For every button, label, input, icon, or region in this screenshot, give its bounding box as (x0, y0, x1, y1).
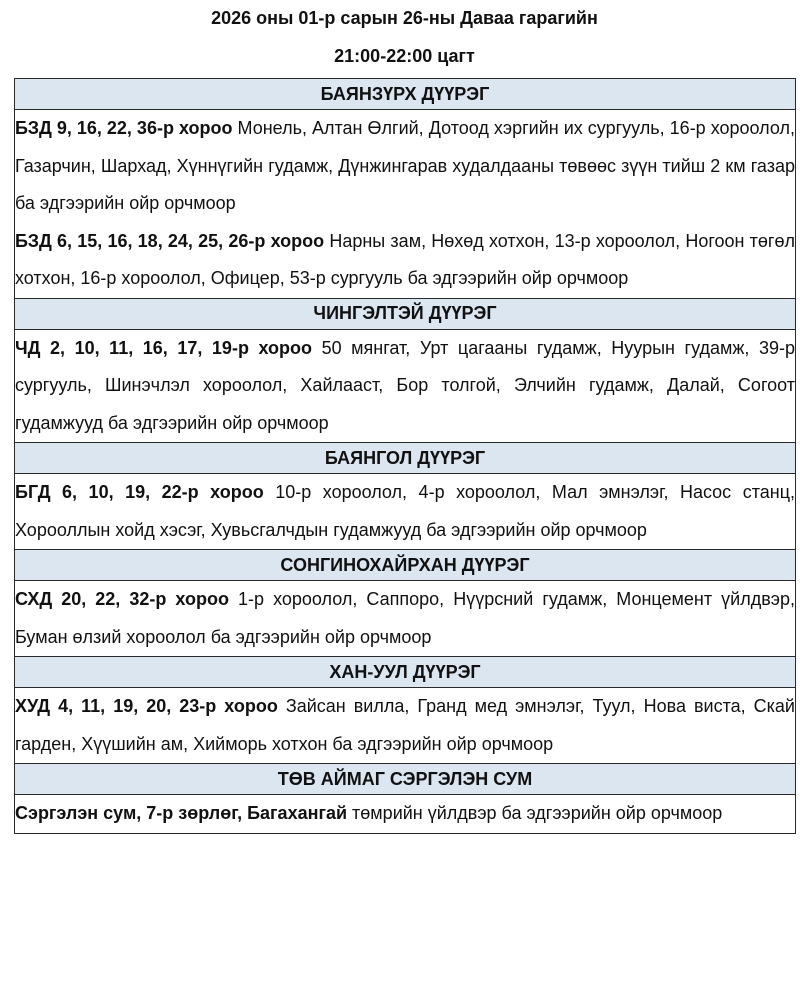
district-areas (15, 329, 796, 443)
district-body-row (15, 329, 796, 443)
district-body-row (15, 474, 796, 550)
area-description: 10-р хороолол, 4-р хороолол, Мал эмнэлэг, Насос станц, Хорооллын хойд хэсэг, Хувьсгалчдын гудамжууд ба эдгээрийн ойр орчмоор (15, 482, 796, 540)
khoroo-list: ЧД 2, 10, 11, 16, 17, 19-р хороо (15, 337, 313, 358)
khoroo-list: Сэргэлэн сум, 7-р зөрлөг, Багахангай (15, 803, 348, 823)
district-header: БАЯНГОЛ ДҮҮРЭГ (15, 443, 796, 474)
area-entry (15, 110, 795, 223)
district-header: СОНГИНОХАЙРХАН ДҮҮРЭГ (15, 550, 796, 581)
area-description: Монель, Алтан Өлгий, Дотоод хэргийн их сургууль, 16-р хороолол, Газарчин, Шархад, Хүннүгийн гудамж, Дүнжингарав худалдааны төвөөс зүүн тийш 2 км газар ба эдгээрийн ойр орчмоор (15, 118, 795, 213)
area-description: төмрийн үйлдвэр ба эдгээрийн ойр орчмоор (347, 803, 723, 823)
district-header-row (15, 298, 796, 329)
area-entry (15, 795, 795, 833)
district-header: ЧИНГЭЛТЭЙ ДҮҮРЭГ (15, 298, 796, 329)
district-body-row (15, 688, 796, 764)
area-description: Зайсан вилла, Гранд мед эмнэлэг, Туул, Нова виста, Скай гарден, Хүүшийн ам, Хийморь хотхон ба эдгээрийн ойр орчмоор (15, 696, 795, 754)
area-entry (15, 223, 795, 298)
area-description: 1-р хороолол, Саппоро, Нүүрсний гудамж, Монцемент үйлдвэр, Буман өлзий хороолол ба эдгээрийн ойр орчмоор (15, 589, 795, 647)
khoroo-list: БЗД 9, 16, 22, 36-р хороо (15, 118, 233, 138)
time-range: 21:00-22:00 цагт (334, 46, 475, 66)
area-description: Нарны зам, Нөхөд хотхон, 13-р хороолол, Ногоон төгөл хотхон, 16-р хороолол, Офицер, 53-р сургууль ба эдгээрийн ойр орчмоор (15, 230, 795, 288)
district-areas (15, 581, 796, 657)
khoroo-list: СХД 20, 22, 32-р хороо (15, 589, 229, 609)
district-header: ХАН-УУЛ ДҮҮРЭГ (15, 657, 796, 688)
schedule-table (14, 78, 796, 834)
district-header-row (15, 443, 796, 474)
district-header-row (15, 657, 796, 688)
district-header-row (15, 79, 796, 110)
document-title: 2026 оны 01-р сарын 26-ны Даваа гарагийн (211, 8, 598, 28)
district-areas (15, 110, 796, 299)
district-areas (15, 688, 796, 764)
area-description: 50 мянгат, Урт цагааны гудамж, Нуурын гудамж, 39-р сургууль, Шинэчлэл хороолол, Хайлааст, Бор толгой, Элчийн гудамж, Далай, Согоот гудамжууд ба эдгээрийн ойр орчмоор (15, 337, 796, 433)
area-entry (15, 581, 795, 656)
district-header: ТӨВ АЙМАГ СЭРГЭЛЭН СУМ (15, 764, 796, 795)
khoroo-list: БЗД 6, 15, 16, 18, 24, 25, 26-р хороо (15, 230, 325, 251)
district-header: БАЯНЗҮРХ ДҮҮРЭГ (15, 79, 796, 110)
khoroo-list: ХУД 4, 11, 19, 20, 23-р хороо (15, 696, 278, 716)
district-body-row (15, 795, 796, 834)
district-body-row (15, 110, 796, 299)
area-entry (15, 688, 795, 763)
area-entry (15, 474, 795, 549)
district-body-row (15, 581, 796, 657)
district-areas (15, 795, 796, 834)
district-header-row (15, 764, 796, 795)
district-areas (15, 474, 796, 550)
district-header-row (15, 550, 796, 581)
khoroo-list: БГД 6, 10, 19, 22-р хороо (15, 482, 264, 502)
area-entry (15, 330, 795, 443)
